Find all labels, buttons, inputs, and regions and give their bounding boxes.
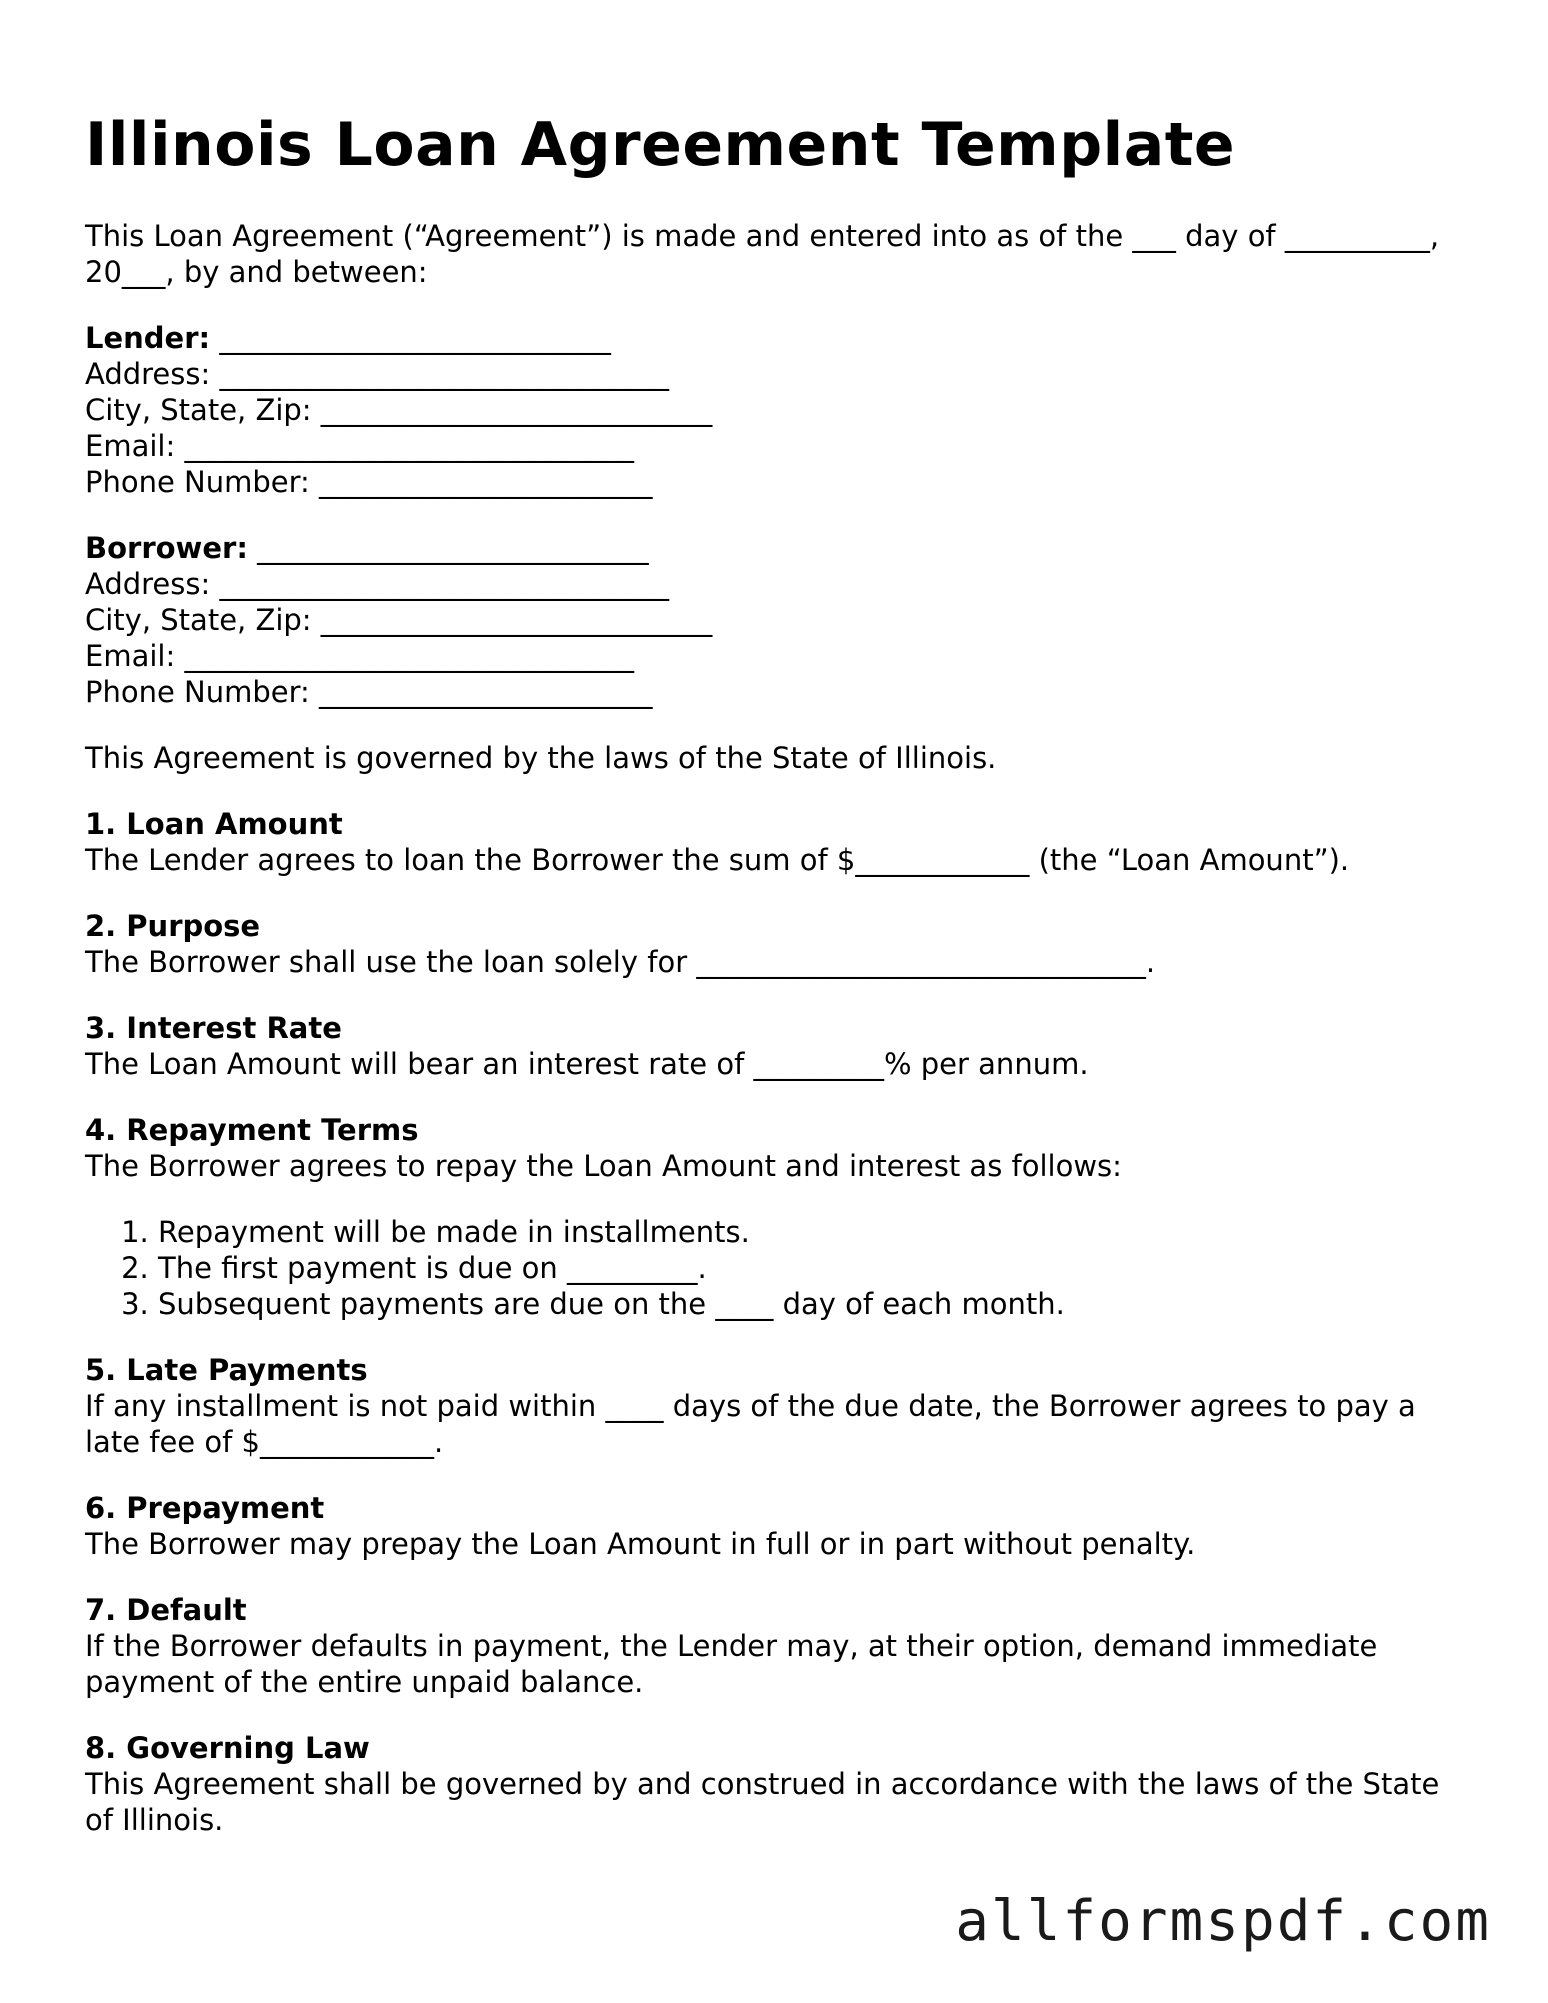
- section-title: 1. Loan Amount: [85, 807, 343, 841]
- watermark: allformspdf.com: [955, 1889, 1491, 1954]
- section-body: If any installment is not paid within ____ days of the due date, the Borrower agrees to pay a late fee of $____________.: [85, 1389, 1426, 1459]
- section-body: The Loan Amount will bear an interest rate of _________% per annum.: [85, 1047, 1089, 1081]
- borrower-name-line: [85, 530, 1465, 566]
- lender-phone: Phone Number: _______________________: [85, 465, 653, 499]
- intro-paragraph: This Loan Agreement (“Agreement”) is made and entered into as of the ___ day of __________, 20___, by and between:: [85, 219, 1449, 289]
- list-item: 1. Repayment will be made in installments.: [158, 1214, 1465, 1250]
- lender-email: Email: _______________________________: [85, 429, 634, 463]
- section-body: The Borrower shall use the loan solely for _______________________________.: [85, 945, 1156, 979]
- borrower-phone: Phone Number: _______________________: [85, 675, 653, 709]
- list-item: 3. Subsequent payments are due on the ____ day of each month.: [158, 1286, 1465, 1322]
- borrower-city-state-zip: City, State, Zip: ___________________________: [85, 603, 713, 637]
- lender-block: [85, 320, 1465, 500]
- section-purpose: [85, 908, 1465, 980]
- borrower-name-blank: ___________________________: [247, 531, 649, 565]
- lender-city-state-zip: City, State, Zip: ___________________________: [85, 393, 713, 427]
- section-prepayment: [85, 1490, 1465, 1562]
- section-body: The Borrower may prepay the Loan Amount in full or in part without penalty.: [85, 1527, 1196, 1561]
- borrower-address: Address: _______________________________: [85, 567, 669, 601]
- section-title: 4. Repayment Terms: [85, 1113, 419, 1147]
- section-title: 7. Default: [85, 1593, 247, 1627]
- section-body: The Borrower agrees to repay the Loan Amount and interest as follows:: [85, 1149, 1122, 1183]
- section-body: The Lender agrees to loan the Borrower the sum of $____________ (the “Loan Amount”).: [85, 843, 1350, 877]
- section-repayment-terms: [85, 1112, 1465, 1322]
- section-default: [85, 1592, 1465, 1700]
- borrower-block: [85, 530, 1465, 710]
- lender-address: Address: _______________________________: [85, 357, 669, 391]
- borrower-email: Email: _______________________________: [85, 639, 634, 673]
- section-title: 8. Governing Law: [85, 1731, 370, 1765]
- lender-label: Lender:: [85, 321, 211, 355]
- section-title: 2. Purpose: [85, 909, 261, 943]
- section-late-payments: [85, 1352, 1465, 1460]
- document-page: [85, 110, 1465, 1838]
- section-title: 5. Late Payments: [85, 1353, 368, 1387]
- repayment-terms-list: [85, 1214, 1465, 1322]
- section-loan-amount: [85, 806, 1465, 878]
- section-title: 3. Interest Rate: [85, 1011, 342, 1045]
- document-title: Illinois Loan Agreement Template: [85, 110, 1236, 180]
- lender-name-line: [85, 320, 1465, 356]
- lender-name-blank: ___________________________: [210, 321, 611, 355]
- section-title: 6. Prepayment: [85, 1491, 325, 1525]
- governed-statement: This Agreement is governed by the laws of the State of Illinois.: [85, 741, 997, 775]
- list-item: 2. The first payment is due on _________.: [158, 1250, 1465, 1286]
- section-interest-rate: [85, 1010, 1465, 1082]
- section-body: If the Borrower defaults in payment, the Lender may, at their option, demand immediate payment of the entire unpaid balance.: [85, 1629, 1387, 1699]
- borrower-label: Borrower:: [85, 531, 248, 565]
- section-body: This Agreement shall be governed by and construed in accordance with the laws of the State of Illinois.: [85, 1767, 1449, 1837]
- section-governing-law: [85, 1730, 1465, 1838]
